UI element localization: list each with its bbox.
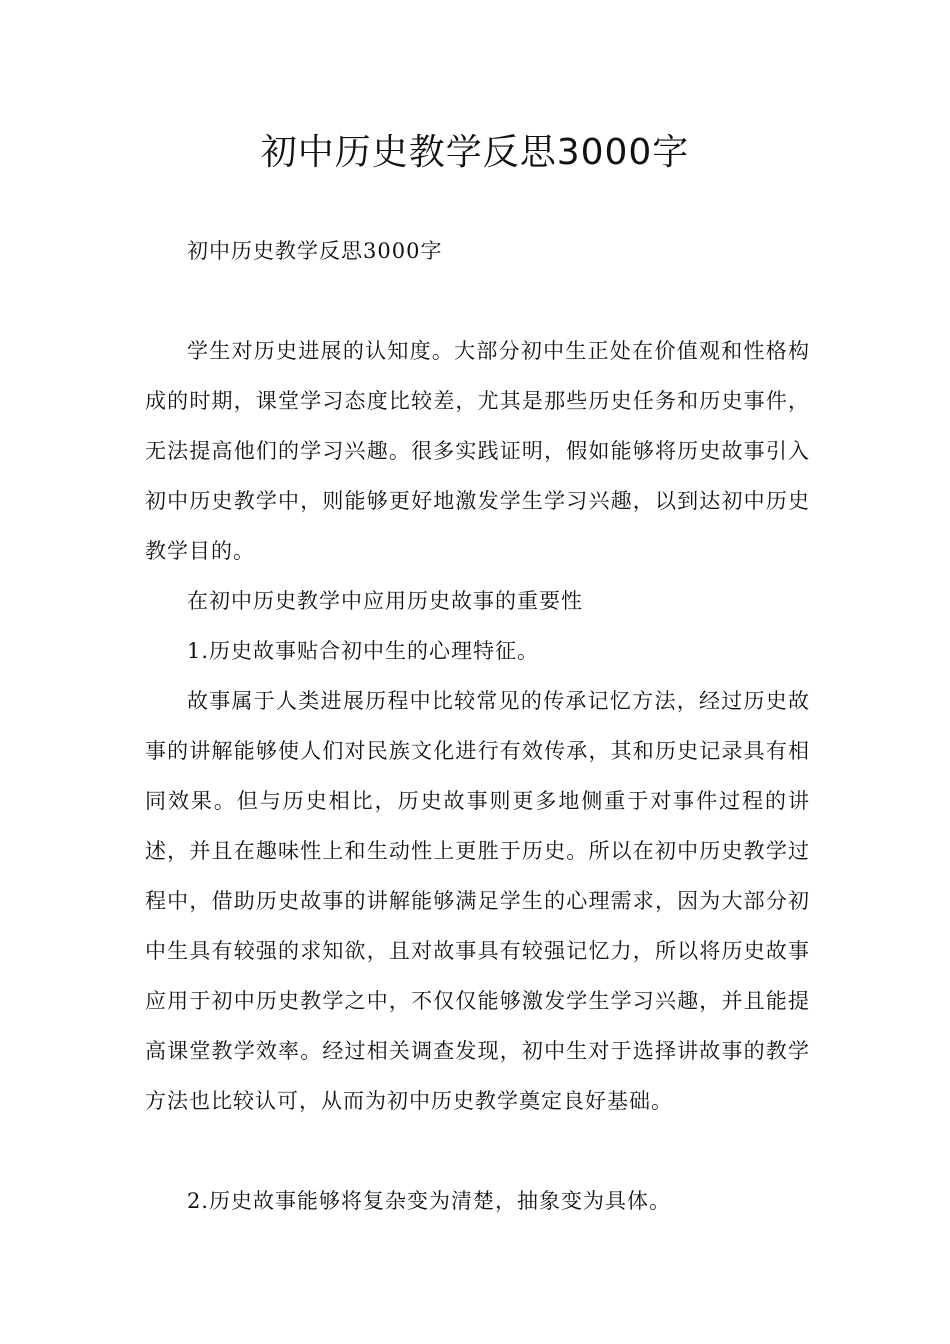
document-title: 初中历史教学反思3000字 [260,132,690,173]
paragraph-point-1: 故事属于人类进展历程中比较常见的传承记忆方法，经过历史故事的讲解能够使人们对民族文化进行有效传承，其和历史记录具有相同效果。但与历史相比，历史故事则更多地侧重于对事件过程的讲述，并且在趣味性上和生动性上更胜于历史。所以在初中历史教学过程中，借助历史故事的讲解能够满足学生的心理需求，因为大部分初中生具有较强的求知欲，且对故事具有较强记忆力，所以将历史故事应用于初中历史教学之中，不仅仅能够激发学生学习兴趣，并且能提高课堂教学效率。经过相关调查发现，初中生对于选择讲故事的教学方法也比较认可，从而为初中历史教学奠定良好基础。 [145,689,810,1113]
document-subtitle: 初中历史教学反思3000字 [187,239,443,263]
section-heading: 在初中历史教学中应用历史故事的重要性 [187,589,583,613]
point-heading-1: 1.历史故事贴合初中生的心理特征。 [187,639,540,663]
paragraph-intro: 学生对历史进展的认知度。大部分初中生正处在价值观和性格构成的时期，课堂学习态度比较差，尤其是那些历史任务和历史事件，无法提高他们的学习兴趣。很多实践证明，假如能够将历史故事引入初中历史教学中，则能够更好地激发学生学习兴趣，以到达初中历史教学目的。 [145,339,810,563]
point-heading-2: 2.历史故事能够将复杂变为清楚，抽象变为具体。 [187,1189,672,1213]
